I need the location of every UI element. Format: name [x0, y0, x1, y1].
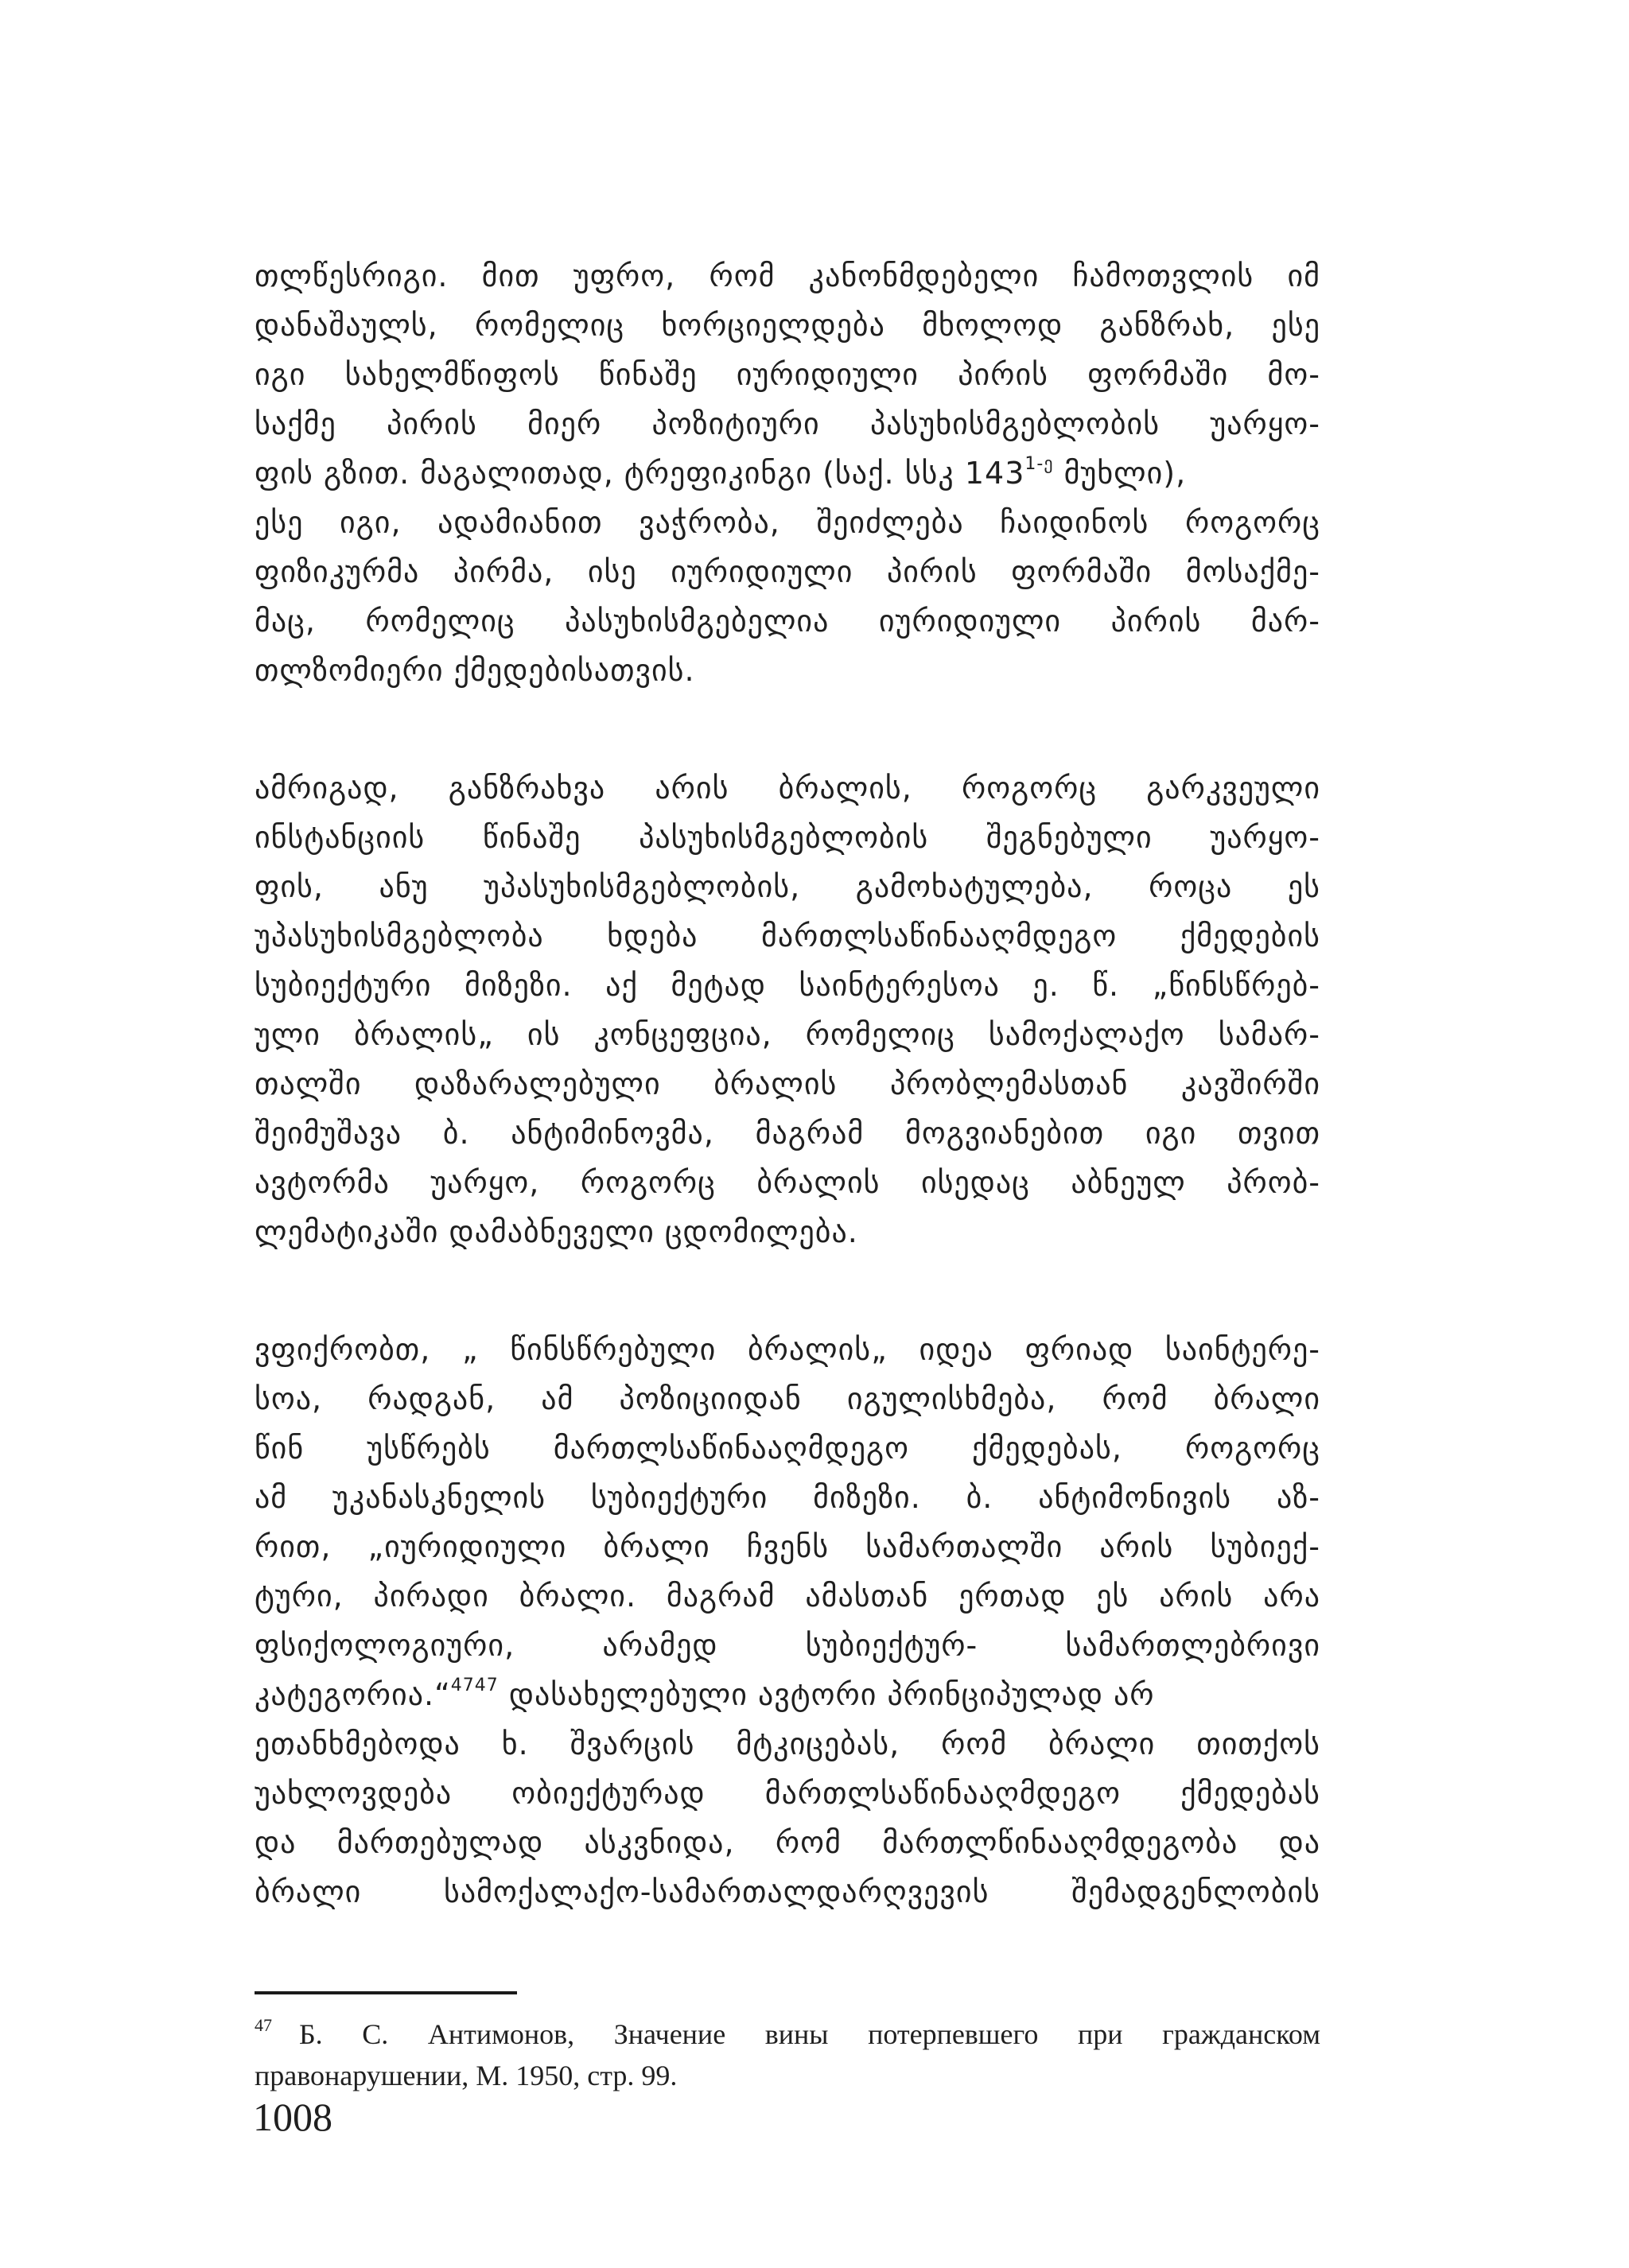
paragraph-3 [255, 1325, 1320, 1917]
paragraph-2 [255, 763, 1320, 1256]
text-line: ფსიქოლოგიური, არამედ სუბიექტურ- სამართლებრივი [255, 1628, 1320, 1663]
text-line: საქმე პირის მიერ პოზიტიური პასუხისმგებლობის უარყო- [255, 406, 1320, 441]
text-line: იგი სახელმწიფოს წინაშე იურიდიული პირის ფორმაში მო- [255, 357, 1320, 392]
article-superscript: 1-ე [1024, 454, 1054, 474]
text-line: და მართებულად ასკვნიდა, რომ მართლწინააღმდეგობა და [255, 1825, 1320, 1860]
text-line: ფის, ანუ უპასუხისმგებლობის, გამოხატულება, როცა ეს [255, 869, 1320, 904]
text-line [255, 449, 1320, 498]
text-line: უახლოვდება ობიექტურად მართლსაწინააღმდეგო ქმედებას [255, 1776, 1320, 1811]
text-line: დანაშაულს, რომელიც ხორციელდება მხოლოდ განზრახ, ესე [255, 308, 1320, 343]
footnote [255, 2014, 1320, 2096]
page-number: 1008 [253, 2095, 332, 2139]
text-line: ამ უკანასკნელის სუბიექტური მიზეზი. ბ. ანტიმონივის აზ- [255, 1480, 1320, 1515]
text-line: სოა, რადგან, ამ პოზიციიდან იგულისხმება, რომ ბრალი [255, 1381, 1320, 1416]
text-line: თლზომიერი ქმედებისათვის. [255, 653, 695, 688]
text-line: ავტორმა უარყო, როგორც ბრალის ისედაც აბნეულ პრობ- [255, 1165, 1320, 1200]
text-line-part: კატეგორია.“ [255, 1677, 451, 1712]
text-line: რით, „იურიდიული ბრალი ჩვენს სამართალში არის სუბიექ- [255, 1529, 1320, 1564]
text-line: ინსტანციის წინაშე პასუხისმგებლობის შეგნებული უარყო- [255, 820, 1320, 855]
text-line: სუბიექტური მიზეზი. აქ მეტად საინტერესოა ე. წ. „წინსწრებ- [255, 968, 1320, 1003]
text-line: წინ უსწრებს მართლსაწინააღმდეგო ქმედებას, როგორც [255, 1431, 1320, 1466]
text-line: თალში დაზარალებული ბრალის პრობლემასთან კავშირში [255, 1066, 1320, 1101]
footnote-divider [255, 1991, 517, 1994]
footnote-line: правонарушении, М. 1950, стр. 99. [255, 2060, 678, 2091]
footnote-text: Б. С. Антимонов, Значение вины потерпевшего при гражданском [299, 2018, 1320, 2050]
text-line: ესე იგი, ადამიანით ვაჭრობა, შეიძლება ჩაიდინოს როგორც [255, 505, 1320, 540]
text-line: ლემატიკაში დამაბნეველი ცდომილება. [255, 1214, 858, 1249]
text-line: თლწესრიგი. მით უფრო, რომ კანონმდებელი ჩამოთვლის იმ [255, 258, 1320, 293]
text-line: ული ბრალის„ ის კონცეფცია, რომელიც სამოქალაქო სამარ- [255, 1017, 1320, 1052]
text-line: მაც, რომელიც პასუხისმგებელია იურიდიული პირის მარ- [255, 604, 1320, 639]
text-line: შეიმუშავა ბ. ანტიმინოვმა, მაგრამ მოგვიანებით იგი თვით [255, 1116, 1320, 1151]
paragraph-1 [255, 251, 1320, 695]
text-line: ფიზიკურმა პირმა, ისე იურიდიული პირის ფორმაში მოსაქმე- [255, 554, 1320, 589]
text-line: უპასუხისმგებლობა ხდება მართლსაწინააღმდეგო ქმედების [255, 918, 1320, 953]
text-line: ეთანხმებოდა ხ. შვარცის მტკიცებას, რომ ბრალი თითქოს [255, 1726, 1320, 1761]
footnote-line [255, 2014, 1320, 2055]
text-line [255, 1670, 1320, 1719]
text-line: ამრიგად, განზრახვა არის ბრალის, როგორც გარკვეული [255, 771, 1320, 806]
text-line: ვფიქრობთ, „ წინსწრებული ბრალის„ იდეა ფრიად საინტერე- [255, 1332, 1320, 1367]
text-line: ბრალი სამოქალაქო-სამართალდარღვევის შემადგენლობის [255, 1874, 1320, 1909]
text-line-tail: დასახელებული ავტორი პრინციპულად არ [498, 1677, 1155, 1712]
text-line-part: ფის გზით. მაგალითად, ტრეფიკინგი (საქ. სსკ 143 [255, 456, 1025, 491]
text-line: ტური, პირადი ბრალი. მაგრამ ამასთან ერთად ეს არის არა [255, 1579, 1320, 1614]
footnote-reference: 4747 [450, 1676, 499, 1695]
footnote-number: 47 [255, 2015, 272, 2035]
text-line-tail: მუხლი), [1053, 456, 1187, 491]
